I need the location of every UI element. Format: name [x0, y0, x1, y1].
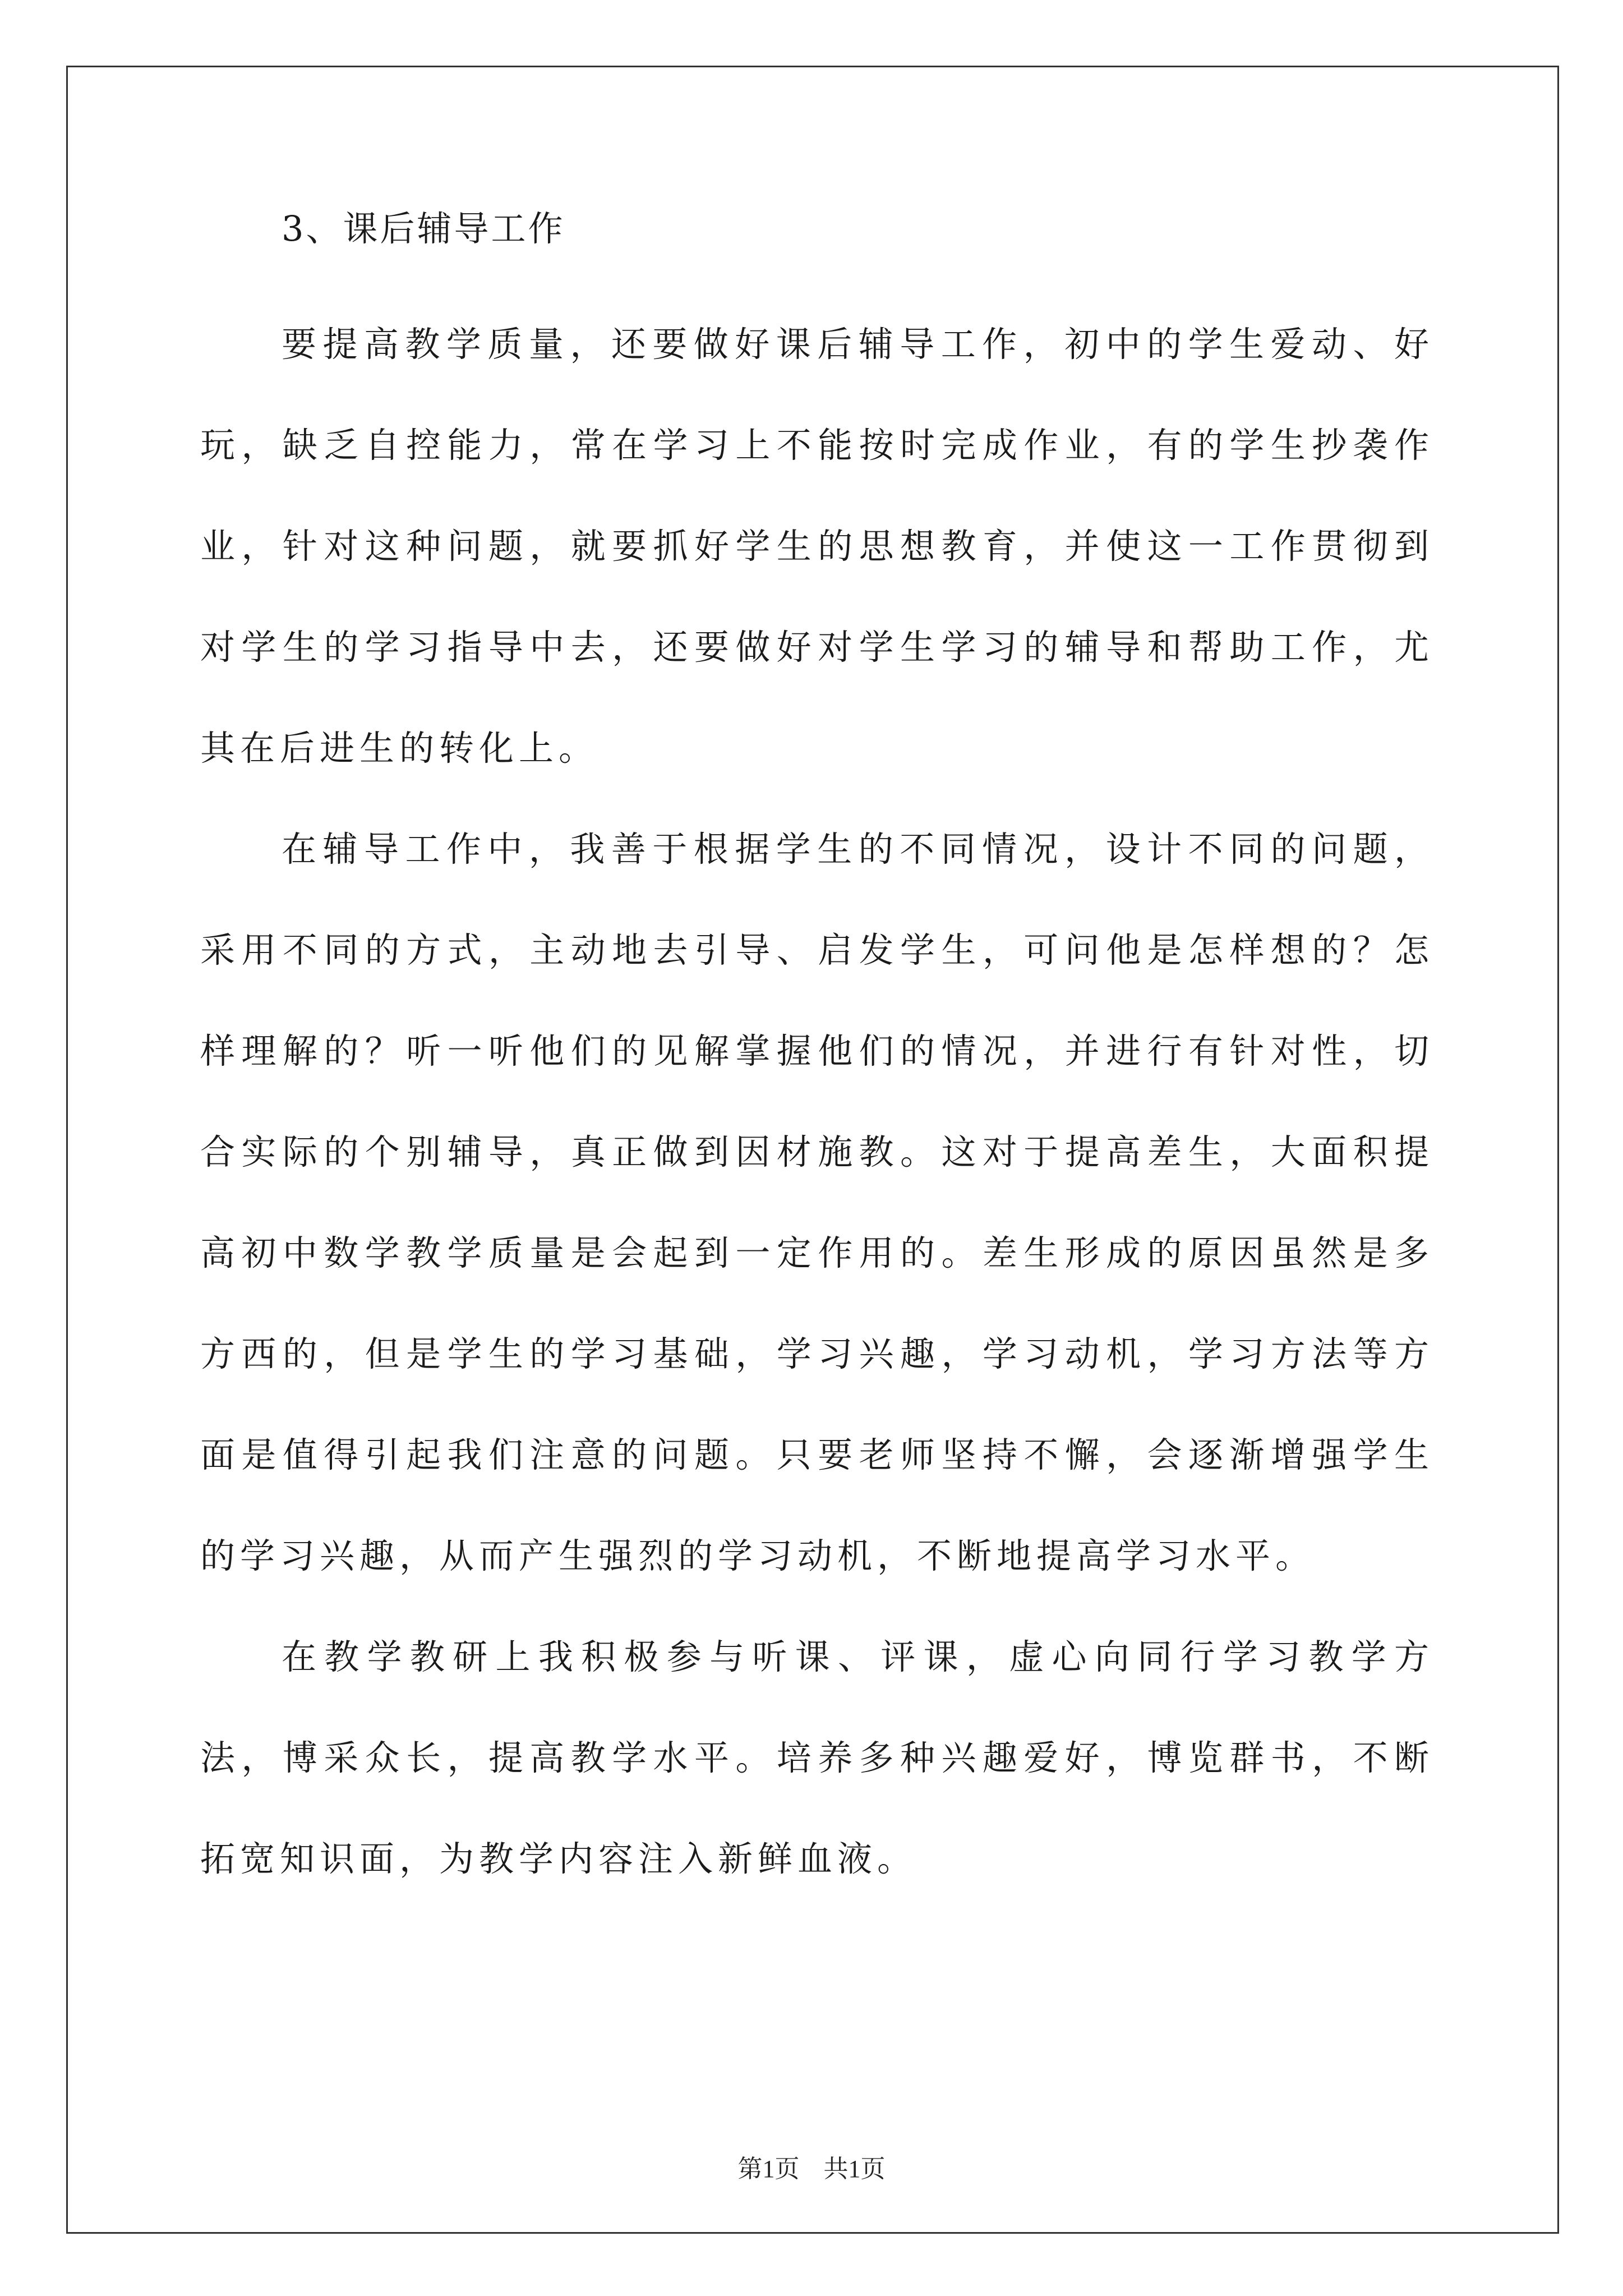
paragraph-3: 在教学教研上我积极参与听课、评课，虚心向同行学习教学方法，博采众长，提高教学水平。培养多种兴趣爱好，博览群书，不断拓宽知识面，为教学内容注入新鲜血液。 — [200, 1636, 1434, 1879]
paragraph-1: 要提高教学质量，还要做好课后辅导工作，初中的学生爱动、好玩，缺乏自控能力，常在学习上不能按时完成作业，有的学生抄袭作业，针对这种问题，就要抓好学生的思想教育，并使这一工作贯彻到对学生的学习指导中去，还要做好对学生学习的辅导和帮助工作，尤其在后进生的转化上。 — [200, 324, 1434, 769]
paragraph-2: 在辅导工作中，我善于根据学生的不同情况，设计不同的问题，采用不同的方式，主动地去引导、启发学生，可问他是怎样想的？怎样理解的？听一听他们的见解掌握他们的情况，并进行有针对性，切合实际的个别辅导，真正做到因材施教。这对于提高差生，大面积提高初中数学教学质量是会起到一定作用的。差生形成的原因虽然是多方西的，但是学生的学习基础，学习兴趣，学习动机，学习方法等方面是值得引起我们注意的问题。只要老师坚持不懈，会逐渐增强学生的学习兴趣，从而产生强烈的学习动机，不断地提高学习水平。 — [200, 829, 1434, 1576]
page-total: 共1页 — [823, 2155, 886, 2183]
page-footer — [0, 2148, 1623, 2184]
section-heading: 3、课后辅导工作 — [282, 208, 565, 249]
document-body — [200, 202, 1434, 1910]
page-number: 第1页 — [737, 2155, 800, 2183]
